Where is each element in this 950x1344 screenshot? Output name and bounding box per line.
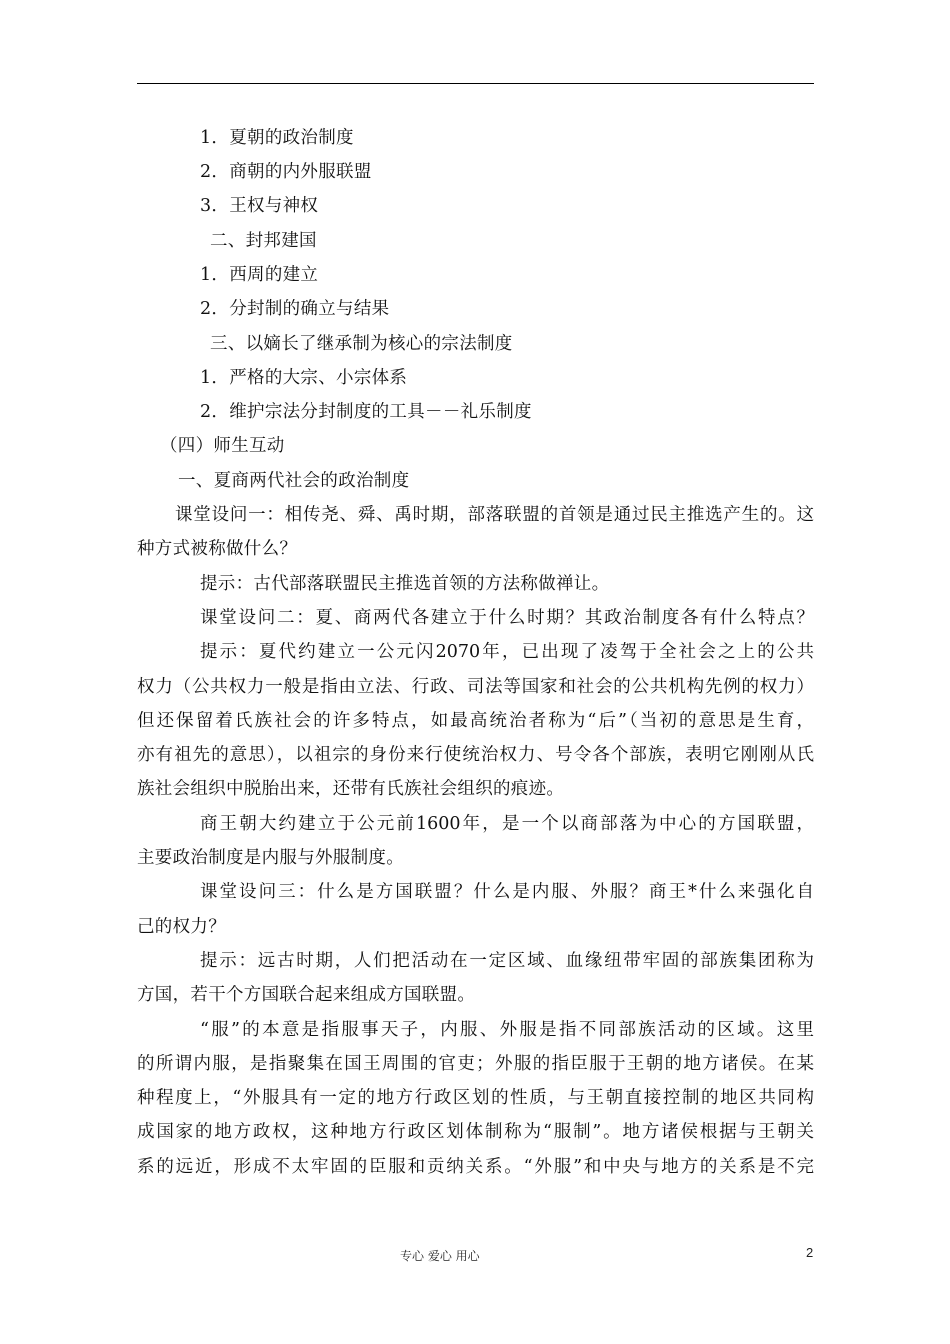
section-heading: （四）师生互动 [160, 436, 285, 456]
paragraph-line: 主要政治制度是内服与外服制度。 [137, 848, 404, 868]
section-heading: 一、夏商两代社会的政治制度 [178, 471, 410, 491]
outline-item: 2．商朝的内外服联盟 [200, 162, 372, 182]
paragraph-line: 的所谓内服，是指聚集在国王周围的官吏；外服的指臣服于王朝的地方诸侯。在某 [137, 1054, 814, 1074]
section-heading: 三、以嫡长了继承制为核心的宗法制度 [210, 334, 513, 354]
paragraph-line: 种方式被称做什么？ [137, 539, 298, 559]
footer-slogan: 专心 爱心 用心 [400, 1249, 480, 1263]
paragraph-line: 提示：夏代约建立一公元闪2070年，已出现了凌驾于全社会之上的公共 [200, 642, 814, 662]
paragraph-line: 亦有祖先的意思），以祖宗的身份来行使统治权力、号令各个部族，表明它刚刚从氏 [137, 745, 814, 765]
paragraph-line: 系的远近，形成不太牢固的臣服和贡纳关系。“外服”和中央与地方的关系是不完 [137, 1157, 814, 1177]
outline-item: 3．王权与神权 [200, 196, 319, 216]
header-rule [137, 83, 814, 84]
paragraph-line: 但还保留着氏族社会的许多特点，如最高统治者称为“后”（当初的意思是生育， [137, 711, 814, 731]
paragraph-line: 族社会组织中脱胎出来，还带有氏族社会组织的痕迹。 [137, 779, 565, 799]
paragraph-line: 课堂设问二：夏、商两代各建立于什么时期？其政治制度各有什么特点？ [200, 608, 814, 628]
paragraph-line: 提示：远古时期，人们把活动在一定区域、血缘纽带牢固的部族集团称为 [200, 951, 814, 971]
page-number: 2 [806, 1245, 814, 1260]
paragraph-line: 己的权力？ [137, 917, 226, 937]
paragraph-line: 课堂设问三：什么是方国联盟？什么是内服、外服？商王*什么来强化自 [200, 882, 814, 902]
paragraph-line: 方国，若干个方国联合起来组成方国联盟。 [137, 985, 476, 1005]
outline-item: 1．夏朝的政治制度 [200, 128, 354, 148]
outline-item: 1．西周的建立 [200, 265, 319, 285]
paragraph-line: “服”的本意是指服事天子，内服、外服是指不同部族活动的区域。这里 [200, 1020, 814, 1040]
outline-item: 2．分封制的确立与结果 [200, 299, 390, 319]
paragraph-line: 课堂设问一：相传尧、舜、禹时期，部落联盟的首领是通过民主推选产生的。这 [175, 505, 814, 525]
paragraph-line: 权力（公共权力一般是指由立法、行政、司法等国家和社会的公共机构先例的权力） [137, 677, 814, 697]
paragraph-line: 提示：古代部落联盟民主推选首领的方法称做禅让。 [200, 574, 610, 594]
outline-item: 2．维护宗法分封制度的工具－－礼乐制度 [200, 402, 532, 422]
paragraph-line: 成国家的地方政权，这种地方行政区划体制称为“服制”。地方诸侯根据与王朝关 [137, 1122, 814, 1142]
paragraph-line: 商王朝大约建立于公元前1600年，是一个以商部落为中心的方国联盟， [200, 814, 814, 834]
paragraph-line: 种程度上，“外服具有一定的地方行政区划的性质，与王朝直接控制的地区共同构 [137, 1088, 814, 1108]
outline-item: 1．严格的大宗、小宗体系 [200, 368, 408, 388]
section-heading: 二、封邦建国 [210, 231, 317, 251]
